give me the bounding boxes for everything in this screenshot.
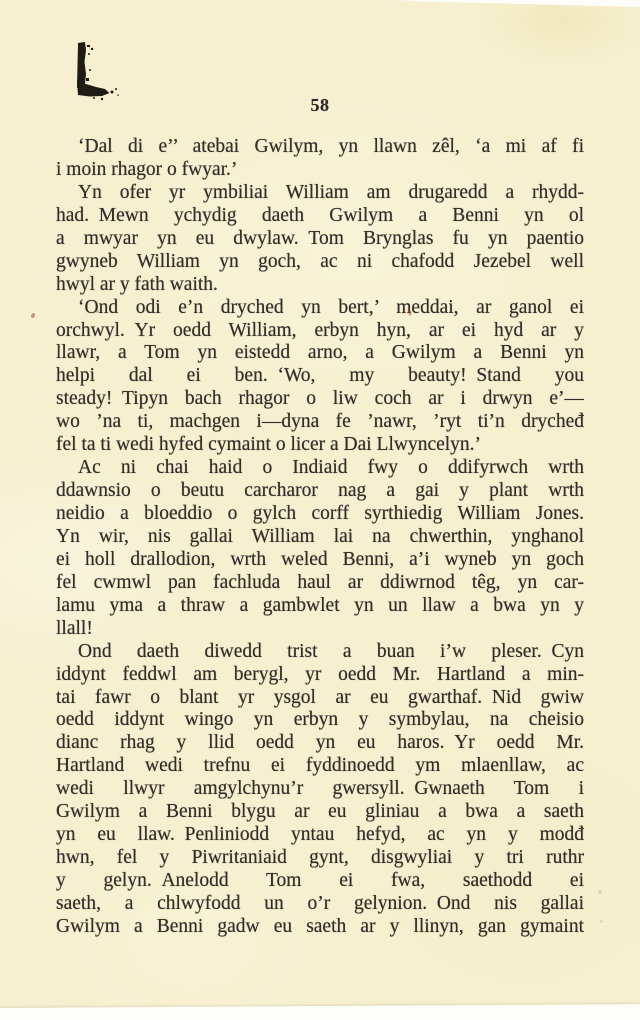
- text-line: iddynt feddwl am berygl, yr oedd Mr. Hartland a min-: [56, 663, 584, 685]
- paper-speck: [600, 920, 603, 923]
- text-line: Yn ofer yr ymbiliai William am drugaredd a rhydd-: [78, 181, 584, 203]
- text-line: wedi llwyr amgylchynu’r gwersyll. Gwnaeth Tom i: [56, 778, 584, 800]
- text-line: saeth, a chlwyfodd un o’r gelynion. Ond nis gallai: [56, 892, 584, 914]
- paper-speck: [96, 310, 99, 313]
- text-line: fel ta ti wedi hyfed cymaint o licer a Dai Llwyncelyn.’: [56, 434, 482, 456]
- text-line: gwyneb William yn goch, ac ni chafodd Jezebel well: [56, 250, 584, 272]
- text-line: hwyl ar y fath waith.: [56, 273, 218, 295]
- text-line: a mwyar yn eu dwylaw. Tom Brynglas fu yn paentio: [56, 227, 584, 249]
- page-number: 58: [310, 95, 330, 115]
- text-line: helpi dal ei ben. ‘Wo, my beauty! Stand you: [56, 365, 584, 387]
- text-line: hwn, fel y Piwritaniaid gynt, disgwyliai y tri ruthr: [56, 847, 584, 869]
- paper-speck: [30, 312, 35, 318]
- text-line: wo ’na ti, machgen i—dyna fe ’nawr, ’ryt ti’n drycheđ: [56, 411, 584, 433]
- text-line: tai fawr o blant yr ysgol ar eu gwarthaf. Nid gwiw: [56, 686, 584, 708]
- text-line: had. Mewn ychydig daeth Gwilym a Benni yn ol: [56, 204, 584, 226]
- text-line: neidio a bloeddio o gylch corff syrthiedig William Jones.: [56, 503, 584, 524]
- text-line: Yn wir, nis gallai William lai na chwerthin, ynghanol: [56, 525, 584, 547]
- text-line: Hartland wedi trefnu ei fyddinoedd ym mlaenllaw, ac: [56, 755, 584, 777]
- scan-edge-bottom: [0, 1004, 640, 1020]
- text-line: ‘Ond odi e’n dryched yn bert,’ meddai, ar ganol ei: [78, 296, 584, 318]
- text-line: dianc rhag y llid oedd yn eu haros. Yr oedd Mr.: [56, 732, 584, 754]
- text-line: yn eu llaw. Penliniodd yntau hefyd, ac yn y modđ: [56, 824, 584, 846]
- paper-speck: [598, 890, 602, 894]
- text-line: Ac ni chai haid o Indiaid fwy o ddifyrwch wrth: [78, 457, 584, 479]
- text-line: Ond daeth diwedd trist a buan i’w pleser. Cyn: [78, 640, 584, 662]
- text-line: Gwilym a Benni gadw eu saeth ar y llinyn, gan gymaint: [56, 915, 584, 937]
- text-line: ei holl drallodion, wrth weled Benni, a’i wyneb yn goch: [56, 548, 584, 570]
- text-line: fel cwmwl pan fachluda haul ar ddiwrnod têg, yn car-: [56, 571, 584, 593]
- text-line: ddawnsio o beutu carcharor nag a gai y plant wrth: [56, 480, 584, 502]
- text-line: orchwyl. Yr oedd William, erbyn hyn, ar ei hyd ar y: [56, 319, 584, 341]
- text-line: i moin rhagor o fwyar.’: [56, 158, 238, 180]
- scan-edge-top-right: [400, 0, 640, 7]
- page-text: [56, 136, 584, 939]
- text-line: y gelyn. Anelodd Tom ei fwa, saethodd ei: [56, 870, 584, 891]
- text-line: lamu yma a thraw a gambwlet yn un llaw a bwa yn y: [56, 594, 584, 616]
- text-line: llawr, a Tom yn eistedd arno, a Gwilym a Benni yn: [56, 342, 584, 364]
- text-line: Gwilym a Benni blygu ar eu gliniau a bwa a saeth: [56, 801, 584, 823]
- ink-stain-icon: [72, 40, 124, 102]
- text-line: llall!: [56, 617, 93, 639]
- text-line: ‘Dal di e’’ atebai Gwilym, yn llawn zêl, ‘a mi af fi: [78, 136, 584, 157]
- text-line: steady! Tipyn bach rhagor o liw coch ar i drwyn e’—: [56, 388, 584, 410]
- text-line: oedd iddynt wingo yn erbyn y symbylau, na cheisio: [56, 709, 584, 731]
